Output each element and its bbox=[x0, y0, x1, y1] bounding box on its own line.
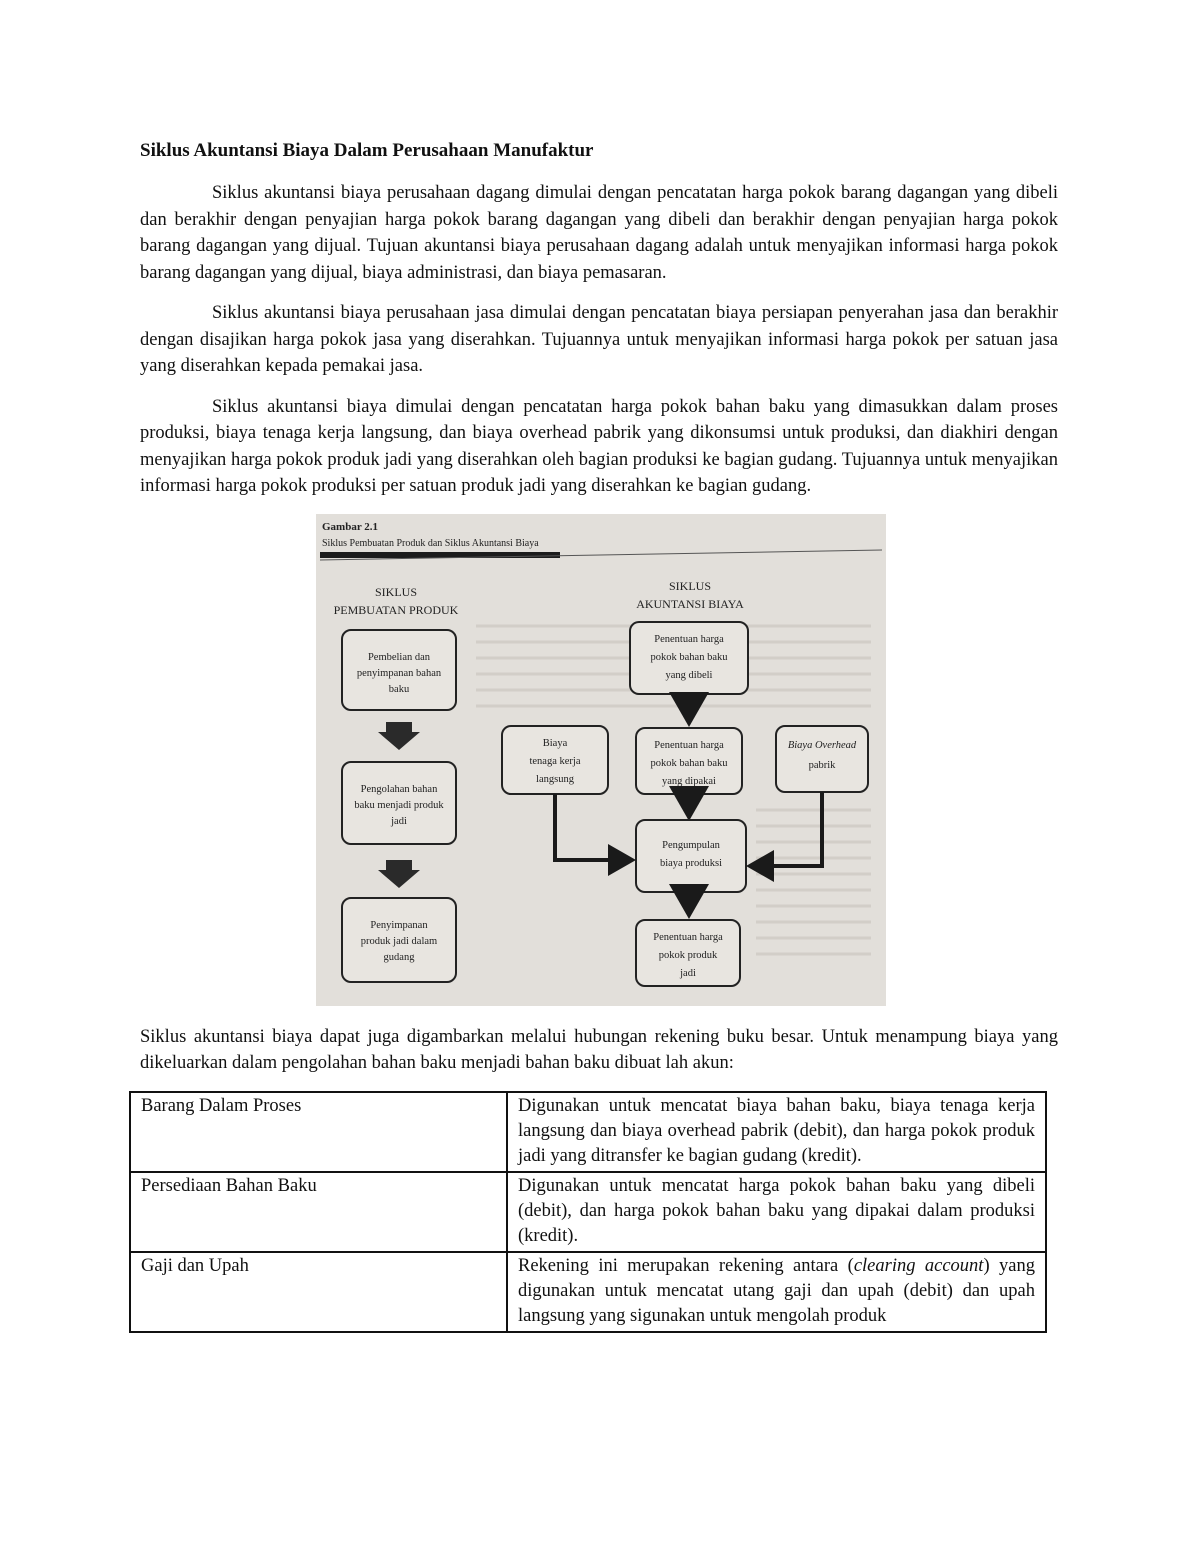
cycle-figure bbox=[316, 514, 886, 1006]
right-heading-1: SIKLUS bbox=[668, 578, 712, 593]
center-box-finished-cost bbox=[636, 920, 740, 986]
svg-text:Penentuan harga: Penentuan harga bbox=[653, 931, 723, 943]
table-row bbox=[130, 1172, 1046, 1252]
svg-text:Biaya: Biaya bbox=[542, 737, 568, 749]
svg-text:gudang: gudang bbox=[383, 951, 415, 963]
left-box-processing bbox=[342, 762, 456, 844]
svg-text:langsung: langsung bbox=[536, 773, 574, 785]
account-name: Barang Dalam Proses bbox=[130, 1092, 507, 1172]
svg-text:pokok bahan baku: pokok bahan baku bbox=[650, 651, 728, 663]
svg-text:penyimpanan bahan: penyimpanan bahan bbox=[356, 667, 442, 679]
account-name: Gaji dan Upah bbox=[130, 1252, 507, 1332]
paragraph-ledger-intro: Siklus akuntansi biaya dapat juga digambarkan melalui hubungan rekening buku besar. Untuk menampung biaya yang dikeluarkan dalam pengolahan bahan baku menjadi bahan baku dibuat lah akun: bbox=[140, 1026, 1058, 1073]
svg-text:Penentuan harga: Penentuan harga bbox=[654, 739, 724, 751]
svg-text:baku menjadi produk: baku menjadi produk bbox=[354, 799, 444, 811]
svg-text:tenaga kerja: tenaga kerja bbox=[529, 755, 581, 767]
description-emphasis: clearing account bbox=[853, 1255, 984, 1276]
figure-caption-number: Gambar 2.1 bbox=[322, 520, 379, 533]
left-heading-1: SIKLUS bbox=[374, 584, 418, 599]
svg-text:pabrik: pabrik bbox=[808, 759, 836, 771]
svg-text:biaya produksi: biaya produksi bbox=[659, 857, 723, 869]
svg-text:Pembelian dan: Pembelian dan bbox=[367, 651, 431, 663]
svg-text:baku: baku bbox=[388, 683, 410, 695]
accounts-table bbox=[129, 1091, 1047, 1333]
right-heading-2: AKUNTANSI BIAYA bbox=[636, 596, 744, 611]
svg-text:Pengolahan bahan: Pengolahan bahan bbox=[360, 783, 438, 795]
svg-text:jadi: jadi bbox=[391, 815, 407, 827]
svg-text:produk jadi dalam: produk jadi dalam bbox=[360, 935, 438, 947]
document-title: Siklus Akuntansi Biaya Dalam Perusahaan Manufaktur bbox=[140, 140, 594, 161]
document-page bbox=[140, 140, 1058, 1333]
left-heading-2: PEMBUATAN PRODUK bbox=[333, 602, 459, 617]
svg-text:Penentuan harga: Penentuan harga bbox=[654, 633, 724, 645]
account-name: Persediaan Bahan Baku bbox=[130, 1172, 507, 1252]
table-row bbox=[130, 1092, 1046, 1172]
paragraph-service: Siklus akuntansi biaya perusahaan jasa dimulai dengan pencatatan biaya persiapan penyerahan jasa dan berakhir dengan disajikan harga pokok jasa yang diserahkan. Tujuannya untuk menyajikan informasi harga pokok per satuan jasa yang diserahkan kepada pemakai jasa. bbox=[140, 303, 1058, 376]
center-box-used-cost bbox=[636, 728, 742, 794]
account-description: Digunakan untuk mencatat harga pokok bahan baku yang dibeli (debit), dan harga pokok bahan baku yang dipakai dalam produksi (kredit). bbox=[507, 1172, 1046, 1252]
cycle-diagram bbox=[316, 514, 886, 1006]
overhead-cost-box bbox=[776, 726, 868, 792]
description-text: ) yang digunakan untuk mencatat utang gaji dan upah (debit) dan upah langsung yang sigunakan untuk mengolah produk bbox=[518, 1255, 1035, 1326]
svg-text:yang dibeli: yang dibeli bbox=[665, 669, 713, 681]
labor-cost-box bbox=[502, 726, 608, 794]
svg-text:yang dipakai: yang dipakai bbox=[662, 775, 716, 787]
left-box-purchase bbox=[342, 630, 456, 710]
left-box-storage bbox=[342, 898, 456, 982]
center-box-purchase-cost bbox=[630, 622, 748, 694]
table-row bbox=[130, 1252, 1046, 1332]
description-text: Rekening ini merupakan rekening antara ( bbox=[518, 1255, 854, 1276]
svg-text:pokok produk: pokok produk bbox=[658, 949, 718, 961]
paragraph-manufacturing: Siklus akuntansi biaya dimulai dengan pencatatan harga pokok bahan baku yang dimasukkan dalam proses produksi, biaya tenaga kerja langsung, dan biaya overhead pabrik yang dikonsumsi untuk produksi, dan diakhiri dengan menyajikan harga pokok produk jadi yang diserahkan oleh bagian produksi ke bagian gudang. Tujuannya untuk menyajikan informasi harga pokok produksi per satuan produk jadi yang diserahkan ke bagian gudang. bbox=[140, 396, 1058, 496]
caption-rule-thick bbox=[320, 552, 560, 558]
paragraph-trading: Siklus akuntansi biaya perusahaan dagang dimulai dengan pencatatan harga pokok barang dagangan yang dibeli dan berakhir dengan penyajian harga pokok barang dagangan yang dibeli dan berakhir dengan penyajian harga pokok barang dagangan yang dijual. Tujuan akuntansi biaya perusahaan dagang adalah untuk menyajikan informasi harga pokok barang dagangan yang dijual, biaya administrasi, dan biaya pemasaran. bbox=[140, 183, 1058, 283]
figure-caption-title: Siklus Pembuatan Produk dan Siklus Akuntansi Biaya bbox=[322, 537, 539, 549]
svg-text:Biaya Overhead: Biaya Overhead bbox=[787, 739, 857, 751]
center-box-accumulation bbox=[636, 820, 746, 892]
account-description: Digunakan untuk mencatat biaya bahan baku, biaya tenaga kerja langsung dan biaya overhead pabrik (debit), dan harga pokok produk jadi yang ditransfer ke bagian gudang (kredit). bbox=[507, 1092, 1046, 1172]
svg-text:Pengumpulan: Pengumpulan bbox=[662, 839, 720, 851]
svg-text:jadi: jadi bbox=[680, 967, 696, 979]
account-description bbox=[507, 1252, 1046, 1332]
svg-text:Penyimpanan: Penyimpanan bbox=[370, 919, 428, 931]
svg-text:pokok bahan baku: pokok bahan baku bbox=[650, 757, 728, 769]
